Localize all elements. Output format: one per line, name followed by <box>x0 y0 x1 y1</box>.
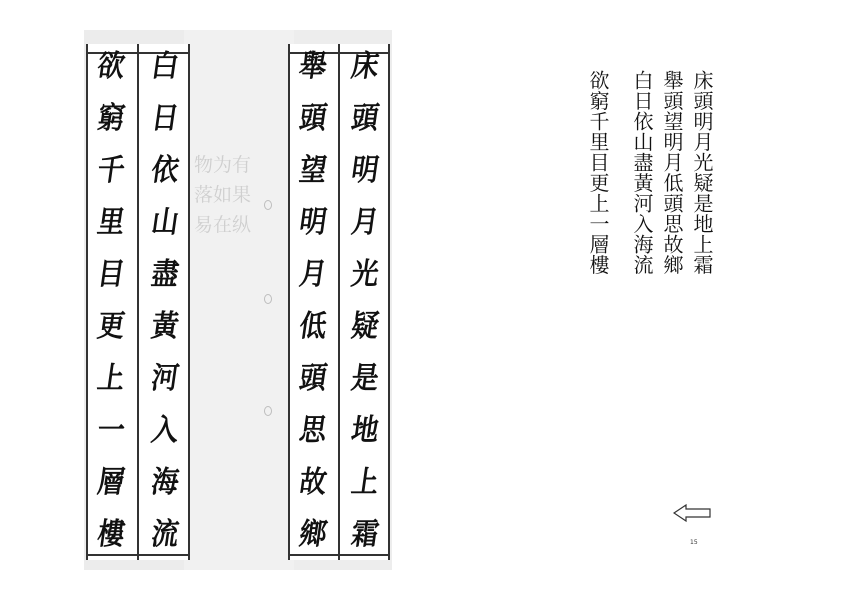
bleed-through-line: 落如果 <box>194 184 252 206</box>
manuscript-strip-left <box>86 44 190 560</box>
manuscript-glyph: 月 <box>297 257 330 292</box>
manuscript-glyph: 山 <box>149 205 182 240</box>
manuscript-glyph: 盡 <box>149 257 182 292</box>
poem-text <box>583 70 717 310</box>
manuscript-glyph: 千 <box>95 153 128 188</box>
manuscript-column <box>88 49 134 552</box>
manuscript-column <box>290 49 336 552</box>
manuscript-glyph: 窮 <box>95 101 128 136</box>
manuscript-glyph: 更 <box>95 309 128 344</box>
manuscript-glyph: 望 <box>297 153 330 188</box>
manuscript-glyph: 樓 <box>95 517 128 552</box>
manuscript-column <box>142 49 188 552</box>
manuscript-glyph: 層 <box>95 465 128 500</box>
binding-hole <box>264 406 272 416</box>
poem-line: 舉頭望明月低頭思故鄉 <box>660 70 684 275</box>
manuscript-glyph: 舉 <box>297 49 330 84</box>
column-divider <box>338 44 340 560</box>
poem-line: 白日依山盡黃河入海流 <box>630 70 654 275</box>
manuscript-glyph: 入 <box>149 413 182 448</box>
manuscript-glyph: 故 <box>297 465 330 500</box>
manuscript-glyph: 一 <box>95 413 128 448</box>
manuscript-glyph: 依 <box>149 153 182 188</box>
manuscript-scan <box>84 30 392 570</box>
manuscript-glyph: 鄉 <box>297 517 330 552</box>
manuscript-glyph: 上 <box>95 361 128 396</box>
manuscript-glyph: 頭 <box>349 101 382 136</box>
bleed-through-line: 易在纵 <box>194 214 252 236</box>
manuscript-glyph: 是 <box>349 361 382 396</box>
manuscript-glyph: 疑 <box>349 309 382 344</box>
bleed-through-text <box>194 150 294 350</box>
manuscript-glyph: 思 <box>297 413 330 448</box>
manuscript-glyph: 目 <box>95 257 128 292</box>
bleed-through-line: 物为有 <box>194 154 252 176</box>
manuscript-glyph: 頭 <box>297 361 330 396</box>
manuscript-glyph: 明 <box>349 153 382 188</box>
manuscript-strip-right <box>288 44 390 560</box>
page-number: 15 <box>690 539 698 546</box>
manuscript-glyph: 里 <box>95 205 128 240</box>
manuscript-glyph: 頭 <box>297 101 330 136</box>
manuscript-glyph: 低 <box>297 309 330 344</box>
manuscript-glyph: 地 <box>349 413 382 448</box>
manuscript-glyph: 上 <box>349 465 382 500</box>
left-arrow-icon[interactable] <box>673 503 713 523</box>
manuscript-glyph: 光 <box>349 257 382 292</box>
binding-hole <box>264 200 272 210</box>
manuscript-glyph: 河 <box>149 361 182 396</box>
manuscript-glyph: 流 <box>149 517 182 552</box>
binding-hole <box>264 294 272 304</box>
manuscript-glyph: 月 <box>349 205 382 240</box>
poem-line: 床頭明月光疑是地上霜 <box>690 70 714 275</box>
manuscript-glyph: 日 <box>149 101 182 136</box>
manuscript-glyph: 欲 <box>95 49 128 84</box>
manuscript-glyph: 霜 <box>349 517 382 552</box>
manuscript-column <box>342 49 388 552</box>
manuscript-glyph: 海 <box>149 465 182 500</box>
poem-line: 欲窮千里目更上一層樓 <box>586 70 610 275</box>
manuscript-glyph: 明 <box>297 205 330 240</box>
manuscript-glyph: 黃 <box>149 309 182 344</box>
manuscript-glyph: 白 <box>149 49 182 84</box>
column-divider <box>137 44 139 560</box>
manuscript-glyph: 床 <box>349 49 382 84</box>
